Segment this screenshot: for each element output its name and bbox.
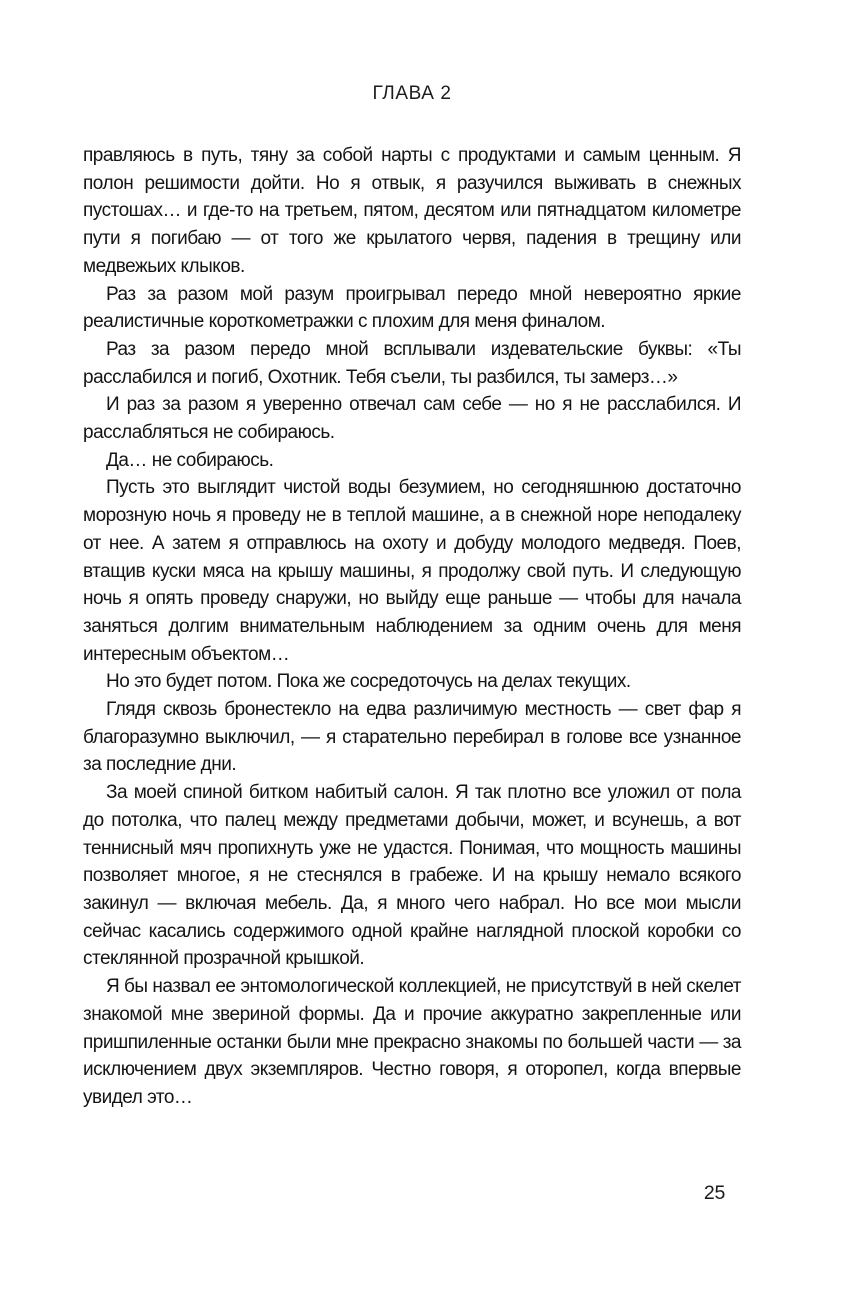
body-paragraph: Пусть это выглядит чистой воды безумием, но сегодняшнюю достаточно морозную ночь я проведу не в теплой машине, а в снежной норе неподалеку от нее. А затем я отправлюсь на охоту и добуду молодого медведя. Поев, втащив куски мяса на крышу машины, я продолжу свой путь. И следующую ночь я опять проведу снаружи, но выйду еще раньше — чтобы для начала заняться долгим внимательным наблюдением за одним очень для меня интересным объектом… [83, 477, 741, 665]
body-paragraph: Раз за разом мой разум проигрывал передо мной невероятно яркие реалистичные короткометражки с плохим для меня финалом. [83, 283, 741, 333]
body-paragraph: И раз за разом я уверенно отвечал сам себе — но я не расслабился. И расслабляться не собираюсь. [83, 394, 741, 444]
body-paragraph: Да… не собираюсь. [106, 449, 274, 471]
page-number: 25 [703, 1182, 725, 1204]
chapter-heading: ГЛАВА 2 [372, 83, 452, 104]
body-paragraph: Раз за разом передо мной всплывали издевательские буквы: «Ты расслабился и погиб, Охотник. Тебя съели, ты разбился, ты замерз…» [83, 338, 741, 388]
body-paragraph: Глядя сквозь бронестекло на едва различимую местность — свет фар я благоразумно выключил, — я старательно перебирал в голове все узнанное за последние дни. [83, 699, 741, 776]
body-paragraph: За моей спиной битком набитый салон. Я так плотно все уложил от пола до потолка, что палец между предметами добычи, может, и всунешь, а вот теннисный мяч пропихнуть уже не удастся. Понимая, что мощность машины позволяет многое, я не стеснялся в грабеже. И на крышу немало всякого закинул — включая мебель. Да, я много чего набрал. Но все мои мысли сейчас касались содержимого одной крайне наглядной плоской коробки со стеклянной прозрачной крышкой. [83, 782, 741, 970]
body-paragraph: Но это будет потом. Пока же сосредоточусь на делах текущих. [106, 671, 631, 693]
body-paragraph: правляюсь в путь, тяну за собой нарты с продуктами и самым ценным. Я полон решимости дойти. Но я отвык, я разучился выживать в снежных пустошах… и где-то на третьем, пятом, десятом или пятнадцатом километре пути я погибаю — от того же крылатого червя, падения в трещину или медвежьих клыков. [83, 145, 741, 277]
text-column [83, 84, 741, 1112]
body-paragraph: Я бы назвал ее энтомологической коллекцией, не присутствуй в ней скелет знакомой мне звериной формы. Да и прочие аккуратно закрепленные или пришпиленные останки были мне прекрасно знакомы по большей части — за исключением двух экземпляров. Честно говоря, я оторопел, когда впервые увидел это… [83, 976, 741, 1108]
